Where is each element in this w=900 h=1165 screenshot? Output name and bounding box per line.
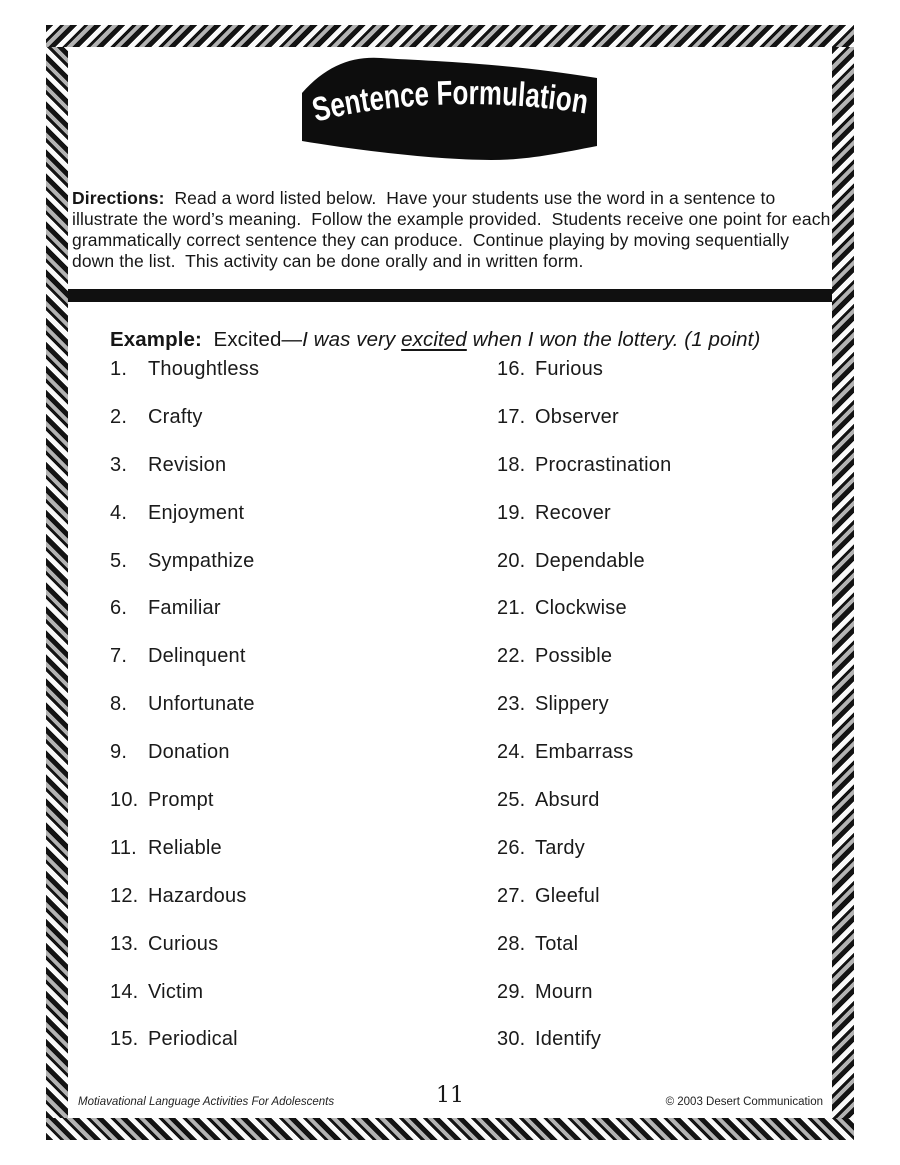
list-item: [110, 933, 470, 961]
item-number: 19.: [497, 501, 526, 524]
list-item: [110, 885, 470, 913]
item-word: Slippery: [535, 693, 609, 716]
item-number: 20.: [497, 549, 526, 572]
list-item: [110, 358, 470, 386]
list-item: [497, 837, 857, 865]
item-number: 22.: [497, 645, 526, 668]
list-item: [497, 1028, 857, 1056]
list-item: [497, 597, 857, 625]
item-word: Reliable: [148, 836, 222, 859]
directions-label: Directions:: [72, 187, 165, 208]
list-column-right: [497, 358, 857, 1076]
list-item: [110, 1028, 470, 1056]
list-item: [110, 645, 470, 673]
item-word: Dependable: [535, 549, 645, 572]
border-bottom: [46, 1118, 854, 1140]
item-number: 21.: [497, 597, 526, 620]
item-number: 30.: [497, 1028, 526, 1051]
item-number: 27.: [497, 884, 526, 907]
border-top: [46, 25, 854, 47]
list-item: [110, 837, 470, 865]
item-number: 15.: [110, 1028, 139, 1051]
item-number: 6.: [110, 597, 128, 620]
footer-copyright: © 2003 Desert Communication: [665, 1096, 823, 1108]
example-underlined-word: excited: [401, 327, 467, 351]
item-number: 9.: [110, 741, 128, 764]
item-word: Recover: [535, 501, 611, 524]
list-item: [497, 885, 857, 913]
item-word: Total: [535, 932, 579, 955]
item-number: 8.: [110, 693, 128, 716]
item-number: 16.: [497, 358, 526, 380]
item-word: Enjoyment: [148, 501, 245, 524]
item-word: Delinquent: [148, 645, 246, 668]
page-number: 11: [436, 1083, 464, 1108]
example-word: Excited—: [201, 327, 303, 351]
item-word: Procrastination: [535, 453, 672, 476]
item-number: 2.: [110, 405, 128, 428]
list-item: [110, 789, 470, 817]
item-number: 18.: [497, 453, 526, 476]
item-word: Absurd: [535, 789, 600, 812]
item-word: Tardy: [535, 836, 585, 859]
item-number: 11.: [110, 836, 137, 859]
item-number: 24.: [497, 741, 526, 764]
item-number: 25.: [497, 789, 526, 812]
list-item: [497, 981, 857, 1009]
item-word: Victim: [148, 980, 204, 1003]
list-item: [110, 406, 470, 434]
item-number: 12.: [110, 884, 139, 907]
page-title: Sentence Formulation: [308, 74, 596, 130]
item-word: Sympathize: [148, 549, 255, 572]
item-number: 23.: [497, 693, 526, 716]
list-item: [497, 741, 857, 769]
example-sentence-end: when I won the lottery. (1 point): [466, 327, 761, 351]
item-number: 1.: [110, 358, 128, 380]
item-word: Embarrass: [535, 741, 634, 764]
item-word: Crafty: [148, 405, 203, 428]
item-word: Identify: [535, 1028, 602, 1051]
item-number: 29.: [497, 980, 526, 1003]
word-list: [0, 358, 900, 1078]
directions: [72, 187, 836, 272]
banner-svg: [296, 54, 600, 166]
item-word: Prompt: [148, 789, 214, 812]
section-divider: [68, 289, 832, 302]
list-item: [497, 789, 857, 817]
item-number: 4.: [110, 501, 128, 524]
list-item: [110, 550, 470, 578]
item-number: 26.: [497, 836, 526, 859]
item-word: Hazardous: [148, 884, 247, 907]
item-word: Revision: [148, 453, 227, 476]
item-word: Possible: [535, 645, 613, 668]
item-word: Clockwise: [535, 597, 627, 620]
list-item: [497, 645, 857, 673]
directions-text: Read a word listed below. Have your students use the word in a sentence to illustrate the word’s meaning. Follow the example provided. Students receive one point for each grammatically correct sentence they can produce. Continue playing by moving sequentially down the list. This activity can be done orally and in written form.: [72, 187, 836, 271]
item-number: 7.: [110, 645, 128, 668]
list-item: [110, 597, 470, 625]
list-item: [497, 502, 857, 530]
footer-book-title: Motiavational Language Activities For Adolescents: [78, 1096, 335, 1108]
example-line: [110, 328, 830, 352]
item-number: 28.: [497, 932, 526, 955]
item-word: Observer: [535, 405, 619, 428]
item-word: Periodical: [148, 1028, 238, 1051]
item-word: Furious: [535, 358, 604, 380]
item-number: 3.: [110, 453, 128, 476]
item-word: Mourn: [535, 980, 593, 1003]
list-item: [110, 981, 470, 1009]
item-number: 14.: [110, 980, 139, 1003]
example-label: Example:: [110, 327, 202, 351]
list-item: [497, 693, 857, 721]
item-word: Donation: [148, 741, 230, 764]
item-number: 17.: [497, 405, 526, 428]
item-word: Unfortunate: [148, 693, 255, 716]
list-item: [497, 550, 857, 578]
item-number: 5.: [110, 549, 128, 572]
item-number: 13.: [110, 932, 139, 955]
list-item: [110, 693, 470, 721]
list-item: [497, 454, 857, 482]
list-column-left: [110, 358, 470, 1076]
list-item: [110, 741, 470, 769]
item-word: Thoughtless: [148, 358, 260, 380]
list-item: [497, 933, 857, 961]
item-word: Gleeful: [535, 884, 600, 907]
list-item: [497, 358, 857, 386]
title-banner: [296, 54, 600, 166]
item-word: Familiar: [148, 597, 221, 620]
item-number: 10.: [110, 789, 139, 812]
list-item: [497, 406, 857, 434]
list-item: [110, 454, 470, 482]
list-item: [110, 502, 470, 530]
item-word: Curious: [148, 932, 219, 955]
example-sentence-start: I was very: [302, 327, 402, 351]
